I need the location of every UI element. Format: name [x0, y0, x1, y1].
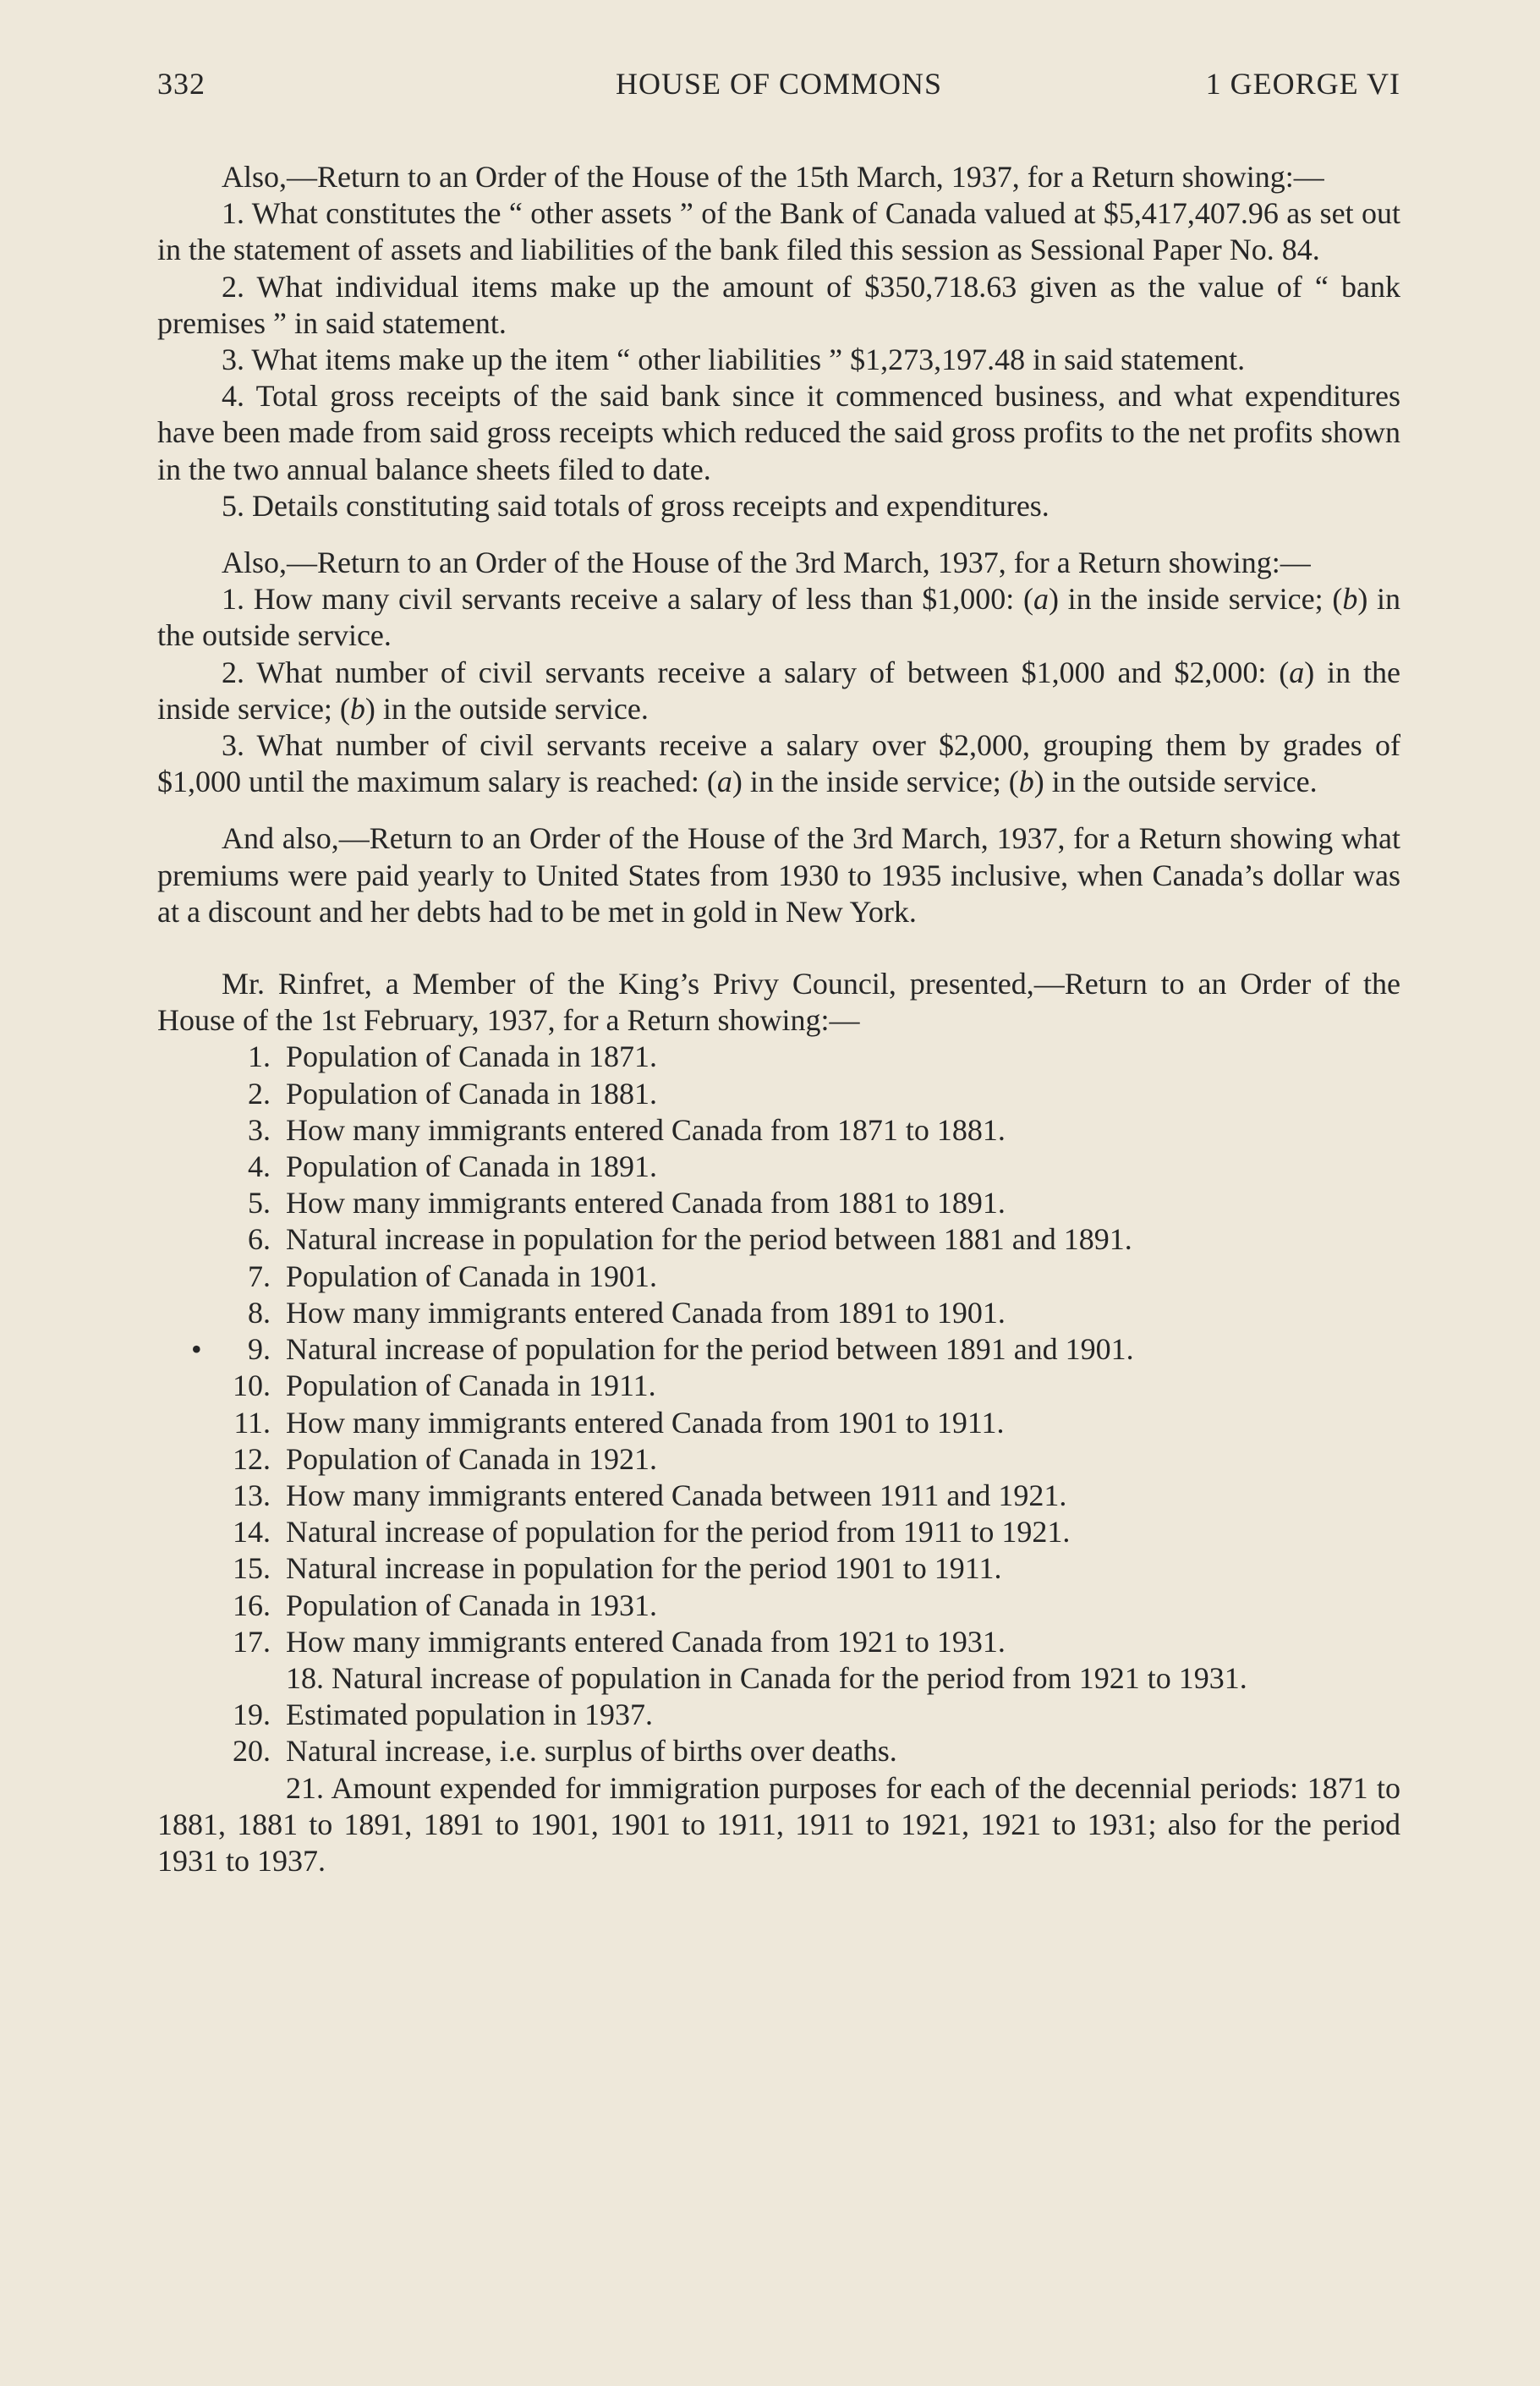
return-intro: Also,—Return to an Order of the House of the 3rd March, 1937, for a Return showing:—	[222, 546, 1311, 580]
list-item-number: 2.	[248, 1076, 271, 1111]
list-item-text: How many immigrants entered Canada from 1871 to 1881.	[286, 1112, 1006, 1147]
list-item-text: Natural increase of population for the period from 1911 to 1921.	[286, 1515, 1071, 1550]
list-item-number: 7.	[248, 1259, 271, 1293]
list-item	[157, 1185, 1400, 1221]
list-item-text: Estimated population in 1937.	[286, 1698, 653, 1732]
list-item-number: 4.	[248, 1149, 271, 1184]
list-item-number: 12.	[233, 1441, 271, 1476]
list-item-text: Natural increase in population for the period between 1881 and 1891.	[286, 1222, 1132, 1257]
list-item	[157, 1259, 1400, 1295]
list-item	[157, 1697, 1400, 1733]
list-item-text: Natural increase in population for the period 1901 to 1911.	[286, 1551, 1002, 1586]
return-intro: Mr. Rinfret, a Member of the King’s Privy Council, presented,—Return to an Order of the House of the 1st February, 1937, for a Return showing:—	[157, 967, 1400, 1038]
page-number: 332	[157, 67, 206, 101]
list-item-number: 15.	[233, 1551, 271, 1586]
return-item: 2. What individual items make up the amount of $350,718.63 given as the value of “ bank premises ” in said statement.	[157, 269, 1400, 340]
list-item-text: Amount expended for immigration purposes for each of the decennial periods: 1871 to 1881, 1881 to 1891, 1891 to 1901, 1901 to 1911, 1911 to 1921, 1921 to 1931; also for the period 1931 to 1937.	[157, 1770, 1401, 1878]
list-item-number: 1.	[248, 1039, 271, 1074]
list-item-number: 16.	[233, 1588, 271, 1622]
list-item	[157, 1405, 1400, 1441]
return-item: 1. How many civil servants receive a salary of less than $1,000: (a) in the inside service; (b) in the outside service.	[157, 582, 1400, 653]
list-item-text: Population of Canada in 1871.	[286, 1039, 657, 1074]
list-item-number: 9.	[248, 1332, 271, 1367]
return-item: 2. What number of civil servants receive a salary of between $1,000 and $2,000: (a) in the inside service; (b) in the outside service.	[157, 655, 1400, 726]
list-item	[157, 1112, 1400, 1149]
list-item-text: Population of Canada in 1911.	[286, 1369, 656, 1403]
list-item-number: 6.	[248, 1222, 271, 1257]
list-item	[157, 1441, 1400, 1478]
return-intro: Also,—Return to an Order of the House of the 15th March, 1937, for a Return showing:—	[222, 160, 1324, 194]
list-item-number: 10.	[233, 1369, 271, 1403]
list-item	[157, 1550, 1400, 1587]
list-item-text: How many immigrants entered Canada between 1911 and 1921.	[286, 1478, 1067, 1512]
return-item: 4. Total gross receipts of the said bank since it commenced business, and what expenditures have been made from said gross receipts which reduced the said gross profits to the net profits shown in the two annual balance sheets filed to date.	[157, 379, 1400, 486]
list-item-number: 3.	[248, 1112, 271, 1147]
list-item-text: Population of Canada in 1881.	[286, 1076, 657, 1111]
list-item-number: 13.	[233, 1478, 271, 1512]
running-title: HOUSE OF COMMONS	[615, 67, 943, 101]
return-population	[157, 966, 1400, 1879]
return-item: 1. What constitutes the “ other assets ” of the Bank of Canada valued at $5,417,407.96 as set out in the statement of assets and liabilities of the bank filed this session as Sessional Paper No. 84.	[157, 196, 1400, 267]
list-item	[157, 1149, 1400, 1185]
list-item	[157, 1514, 1400, 1550]
list-item	[157, 1588, 1400, 1624]
return-bank-of-canada	[157, 159, 1400, 524]
list-item-number: 14.	[233, 1515, 271, 1550]
list-item-text: How many immigrants entered Canada from 1921 to 1931.	[286, 1624, 1006, 1659]
list-item	[157, 1368, 1400, 1404]
list-item	[157, 1039, 1400, 1075]
list-item	[157, 1624, 1400, 1660]
regnal-year: 1 GEORGE VI	[1205, 67, 1400, 101]
return-paragraph: And also,—Return to an Order of the House of the 3rd March, 1937, for a Return showing what premiums were paid yearly to United States from 1930 to 1935 inclusive, when Canada’s dollar was at a discount and her debts had to be met in gold in New York.	[157, 821, 1400, 929]
list-item-number: 20.	[233, 1734, 271, 1769]
list-item-text: How many immigrants entered Canada from 1891 to 1901.	[286, 1295, 1006, 1330]
list-item-number: 11.	[233, 1405, 271, 1440]
page-body	[157, 159, 1400, 1879]
list-item-text: How many immigrants entered Canada from 1881 to 1891.	[286, 1186, 1006, 1220]
list-item-text: Natural increase, i.e. surplus of births over deaths.	[286, 1734, 897, 1769]
return-item: 3. What items make up the item “ other liabilities ” $1,273,197.48 in said statement.	[222, 343, 1246, 377]
list-item	[157, 1660, 1400, 1697]
list-item	[157, 1770, 1400, 1880]
list-item-number: 8.	[248, 1295, 271, 1330]
list-item	[157, 1733, 1400, 1769]
return-item: 3. What number of civil servants receive a salary over $2,000, grouping them by grades of $1,000 until the maximum salary is reached: (a) in the inside service; (b) in the outside service.	[157, 728, 1400, 799]
list-item-text: Population of Canada in 1891.	[286, 1149, 657, 1184]
population-list	[157, 1039, 1400, 1879]
list-item-text: Population of Canada in 1901.	[286, 1259, 657, 1293]
list-item	[157, 1478, 1400, 1514]
list-item	[157, 1221, 1400, 1258]
list-item-text: How many immigrants entered Canada from 1901 to 1911.	[286, 1405, 1005, 1440]
list-item	[157, 1295, 1400, 1331]
return-civil-servants	[157, 545, 1400, 800]
margin-dot: •	[191, 1332, 202, 1367]
list-item	[157, 1331, 1400, 1368]
list-item	[157, 1076, 1400, 1112]
list-item-number: 17.	[233, 1624, 271, 1659]
return-premiums	[157, 820, 1400, 930]
list-item-text: Population of Canada in 1921.	[286, 1441, 657, 1476]
list-item-text: Natural increase of population for the period between 1891 and 1901.	[286, 1332, 1134, 1367]
return-item: 5. Details constituting said totals of gross receipts and expenditures.	[222, 488, 1050, 523]
list-item-number: 19.	[233, 1698, 271, 1732]
list-item-number: 5.	[248, 1186, 271, 1220]
list-item-text: Natural increase of population in Canada for the period from 1921 to 1931.	[332, 1660, 1247, 1695]
list-item-number: 18.	[286, 1660, 324, 1695]
list-item-number: 21.	[286, 1770, 324, 1805]
page-header	[157, 66, 1400, 108]
list-item-text: Population of Canada in 1931.	[286, 1588, 657, 1622]
